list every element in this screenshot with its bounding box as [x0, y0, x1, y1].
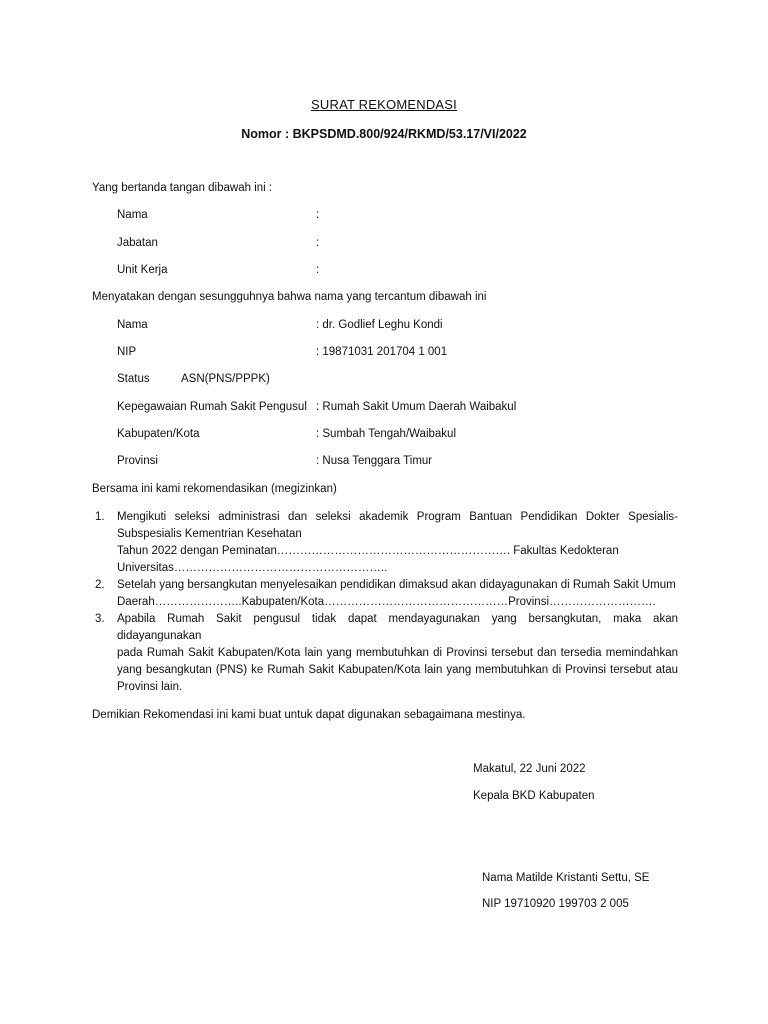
list-item: [92, 509, 678, 577]
signer-jabatan-value: :: [316, 237, 320, 249]
recommend-intro: Bersama ini kami rekomendasikan (megizinkan): [92, 483, 337, 495]
list-item-number: 3.: [95, 613, 105, 625]
list-item-number: 2.: [95, 579, 105, 591]
list-item-line: Setelah yang bersangkutan menyelesaikan pendidikan dimaksud akan didayagunakan di Rumah Sakit Umum: [117, 579, 676, 591]
list-item-line: Universitas………………………………………………..: [117, 562, 388, 574]
signer-unit-kerja-value: :: [316, 264, 320, 276]
list-item-line: pada Rumah Sakit Kabupaten/Kota lain yang membutuhkan di Provinsi tersebut dan tersedia memindahkan: [117, 647, 678, 659]
list-item-line: Subspesialis Kementrian Kesehatan: [117, 528, 302, 540]
place-date: Makatul, 22 Juni 2022: [473, 763, 586, 775]
list-item-line: yang besangkutan (PNS) ke Rumah Sakit Kabupaten/Kota lain yang membutuhkan di Provinsi tersebut atau: [117, 664, 678, 676]
recommendation-list: [92, 509, 678, 696]
list-item: [92, 611, 678, 696]
signer-nip: NIP 19710920 199703 2 005: [482, 898, 629, 910]
document-title: SURAT REKOMENDASI: [311, 97, 457, 112]
person-nama-value: : dr. Godlief Leghu Kondi: [316, 319, 443, 331]
person-kepegawaian-value: : Rumah Sakit Umum Daerah Waibakul: [316, 401, 517, 413]
list-item-line: Mengikuti seleksi administrasi dan seleksi akademik Program Bantuan Pendidikan Dokter Spesialis-: [117, 511, 678, 523]
person-kabupaten-label: Kabupaten/Kota: [117, 428, 200, 440]
person-nama-label: Nama: [117, 319, 148, 331]
document-number: Nomor : BKPSDMD.800/924/RKMD/53.17/VI/2022: [241, 127, 527, 141]
signer-nama-label: Nama: [117, 209, 148, 221]
person-kepegawaian-label: Kepegawaian Rumah Sakit Pengusul: [117, 401, 307, 413]
person-status-label: Status: [117, 373, 150, 385]
list-item-line: Tahun 2022 dengan Peminatan……………………………………………………. Fakultas Kedokteran: [117, 545, 619, 557]
list-item-line: Daerah…………………..Kabupaten/Kota…………………………………………Provinsi……………………….: [117, 596, 656, 608]
signer-nama-value: :: [316, 209, 320, 221]
person-status-value: ASN(PNS/PPPK): [181, 373, 270, 385]
list-item: [92, 577, 678, 611]
list-item-number: 1.: [95, 511, 105, 523]
signer-name: Nama Matilde Kristanti Settu, SE: [482, 872, 650, 884]
signer-jabatan-label: Jabatan: [117, 237, 158, 249]
person-provinsi-label: Provinsi: [117, 455, 158, 467]
statement-text: Menyatakan dengan sesungguhnya bahwa nama yang tercantum dibawah ini: [92, 291, 487, 303]
intro-text: Yang bertanda tangan dibawah ini :: [92, 182, 273, 194]
signer-title: Kepala BKD Kabupaten: [473, 790, 595, 802]
person-kabupaten-value: : Sumbah Tengah/Waibakul: [316, 428, 457, 440]
signer-unit-kerja-label: Unit Kerja: [117, 264, 168, 276]
person-nip-value: : 19871031 201704 1 001: [316, 346, 448, 358]
list-item-line: Apabila Rumah Sakit pengusul tidak dapat mendayagunakan yang bersangkutan, maka akan didayangunakan: [117, 613, 678, 642]
person-nip-label: NIP: [117, 346, 137, 358]
person-provinsi-value: : Nusa Tenggara Timur: [316, 455, 433, 467]
list-item-line: Provinsi lain.: [117, 681, 183, 693]
closing-text: Demikian Rekomendasi ini kami buat untuk dapat digunakan sebagaimana mestinya.: [92, 709, 526, 721]
